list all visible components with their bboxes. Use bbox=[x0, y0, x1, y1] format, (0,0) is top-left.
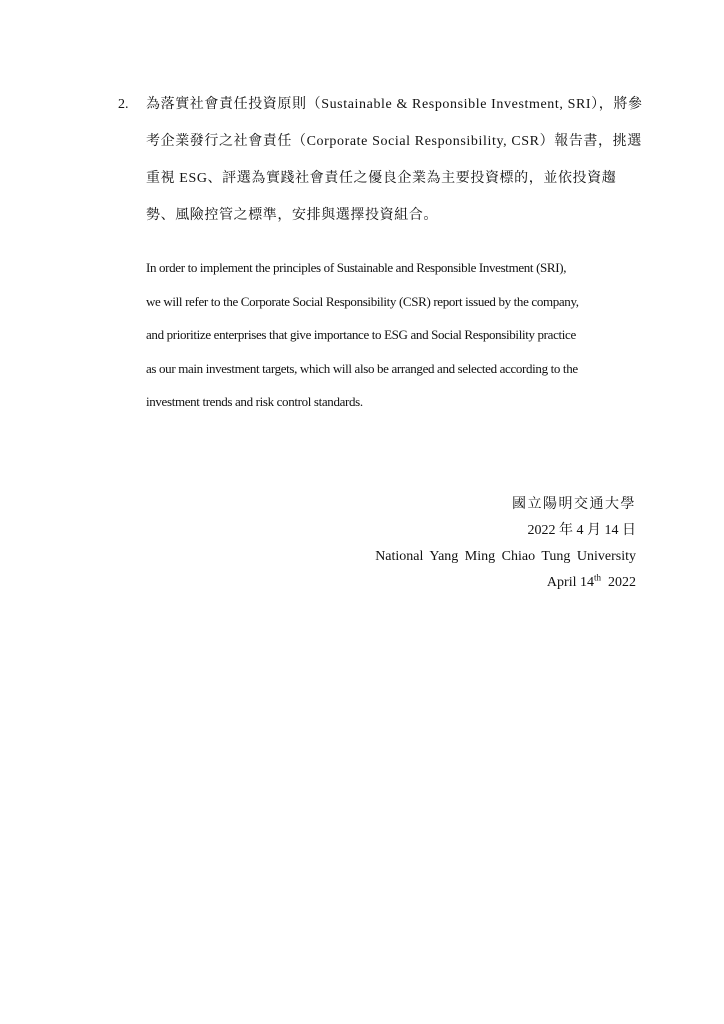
date-english-ordinal: th bbox=[593, 572, 601, 583]
english-paragraph bbox=[146, 260, 646, 428]
chinese-line: 重視 ESG、評選為實踐社會責任之優良企業為主要投資標的，並依投資趨 bbox=[146, 171, 617, 186]
chinese-line: 考企業發行之社會責任（Corporate Social Responsibility, CSR）報告書，挑選 bbox=[146, 134, 642, 149]
english-line: In order to implement the principles of Sustainable and Responsible Investment (SRI), bbox=[146, 260, 567, 275]
date-english-year: 2022 bbox=[608, 575, 636, 590]
date-english-month-day: April 14 bbox=[546, 575, 594, 590]
signature-block bbox=[236, 496, 636, 600]
chinese-line: 為落實社會責任投資原則（Sustainable & Responsible Investment, SRI），將參 bbox=[146, 97, 643, 112]
university-name-chinese: 國立陽明交通大學 bbox=[512, 497, 636, 512]
english-line: and prioritize enterprises that give importance to ESG and Social Responsibility practice bbox=[146, 327, 576, 342]
chinese-line: 勢、風險控管之標準，安排與選擇投資組合。 bbox=[146, 208, 438, 223]
date-english bbox=[236, 574, 636, 592]
date-chinese: 2022 年 4 月 14 日 bbox=[527, 523, 636, 538]
english-line: investment trends and risk control standards. bbox=[146, 394, 363, 409]
university-name-english: National Yang Ming Chiao Tung University bbox=[375, 549, 636, 564]
english-line: as our main investment targets, which will also be arranged and selected according to the bbox=[146, 360, 578, 376]
item-number: 2. bbox=[118, 97, 129, 112]
chinese-paragraph bbox=[146, 96, 646, 244]
english-line: we will refer to the Corporate Social Responsibility (CSR) report issued by the company, bbox=[146, 293, 579, 309]
